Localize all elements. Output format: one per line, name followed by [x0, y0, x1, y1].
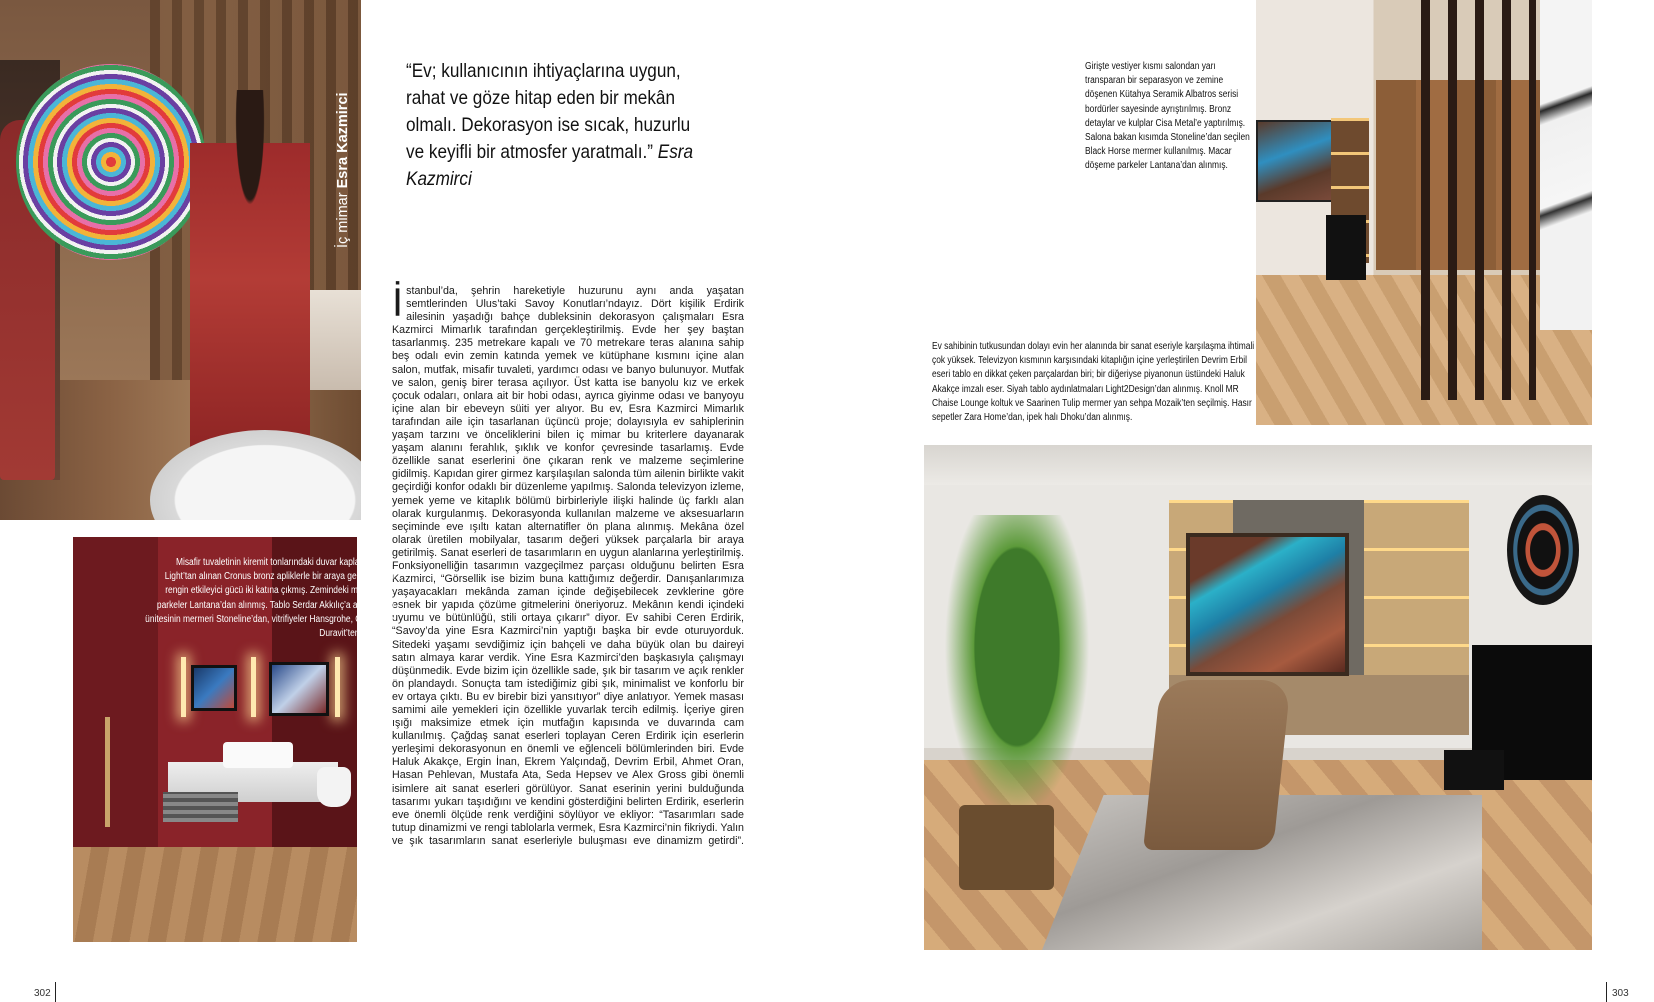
drop-cap: İ	[392, 281, 404, 325]
entrance-photo	[1256, 0, 1592, 425]
entrance-caption: Girişte vestiyer kısmı salondan yarı transparan bir separasyon ve zemine döşenen Kütahya Seramik Albatros serisi bordürler sayesinde ayrıştırılmış. Bronz detaylar ve kulplar Cisa Metal’e yaptırılmış. Salona bakan kısımda Stoneline’dan seçilen Black Horse mermer kullanılmış. Macar döşeme parkeler Lantana’dan alınmış.	[1085, 61, 1250, 172]
chaise-lounge	[1143, 680, 1291, 850]
page-number-right: 303	[1612, 988, 1629, 999]
credit-role: İç mimar	[335, 192, 351, 248]
living-room-painting	[1186, 533, 1349, 676]
pull-quote-author: Esra Kazmirci	[406, 141, 694, 190]
article-body	[392, 281, 744, 848]
pull-quote-text: “Ev; kullanıcının ihtiyaçlarına uygun, rahat ve göze hitap eden bir mekân olmalı. Dekorasyon ise sıcak, huzurlu ve keyifli bir atmosfer yaratmalı.”	[406, 60, 691, 163]
circular-artwork	[16, 64, 206, 260]
portrait-credit	[332, 68, 354, 248]
credit-name: Esra Kazmirci	[335, 92, 351, 189]
page-rule-right	[1606, 982, 1607, 1002]
page-rule-left	[55, 982, 56, 1002]
page-number-left: 302	[34, 988, 51, 999]
living-room-caption: Ev sahibinin tutkusundan dolayı evin her alanında bir sanat eseriyle karşılaşma ihtimali çok yüksek. Televizyon kısmının karşısındaki kitaplığın içine yerleştirilen Devrim Erbil eseri tablo en dikkat çeken parçalardan biri; bir diğeriyse piyanonun üstündeki Haluk Akakçe imzalı eser. Siyah tablo aydınlatmaları Light2Design’dan alınmış. Knoll MR Chaise Lounge koltuk ve Saarinen Tulip mermer yan sehpa Mozaik’ten seçilmiş. Hasır sepetler Zara Home’dan, ipek halı Dhoku’dan alınmış.	[932, 341, 1255, 424]
portrait-photo	[0, 0, 361, 520]
living-room-photo	[924, 445, 1592, 950]
article-body-text: stanbul’da, şehrin hareketiyle huzurunu aynı anda yaşatan semtlerinden Ulus’taki Savoy Konutları’ndayız. Dört kişilik Erdirik ailesinin yaşadığı bahçe dubleksinin dekorasyon çalışmaları Esra Kazmirci Mimarlık tarafından gerçekleştirilmiş. Evde her şey baştan tasarlanmış. 235 metrekare kapalı ve 70 metrekare teras alanına sahip beş odalı evin zemin katında yemek ve kütüphane kısmını içine alan salon, mutfak, misafir tuvaleti, yardımcı odası ve banyo bulunuyor. Mutfak ve salon, geniş birer terasa açılıyor. Üst katta ise banyolu kız ve erkek çocuk odaları, onlara ait bir hobi odası, ayrıca giyinme odası ve banyoyu içine alan bir ebeveyn süiti yer alıyor. Bu ev, Esra Kazmirci Mimarlık tarafından aile için tasarlanan üçüncü proje; dolayısıyla ev sahiplerinin yaşam tarzını ve önceliklerini bilen iç mimar bu kriterlere dayanarak yaşam alanını ferahlık, şıklık ve konfor çevresinde tasarlamış. Evde özellikle sanat eserlerini öne çıkaran renk ve malzeme seçimlerine gidilmiş. Kapıdan girer girmez karşılaşılan salonda tüm ailenin birlikte vakit geçirdiği konfor odaklı bir düzenleme yapılmış. Salonda televizyon izleme, yemek yeme ve kitaplık bölümü birbirleriyle ilişki halinde üç farklı alan olarak kurgulanmış. Dekorasyonda kullanılan malzeme ve aksesuarların seçiminde eve ışıltı katan alternatifler ön plana alınmış. Mekâna özel olarak üretilen mobilyalar, tasarım değeri yüksek parçalarla bir araya getirilmiş. Sanat eserleri de tasarımların en uygun alanlarına yerleştirilmiş. Fonksiyonelliğin tasarımın vazgeçilmez parçası olduğunu belirten Esra Kazmirci, “Görsellik ise bizim buna kattığımız değerdir. Danışanlarımıza yaşayacakları mekânda zaman içinde değişebilecek zevklerine göre esnek bir yapıda çözüme gitmelerini öneriyoruz. Mekânın kendi içindeki uyumu ve bütünlüğü, stili ortaya çıkarır” diyor. Ev sahibi Ceren Erdirik, “Savoy’da yine Esra Kazmirci’nin yaptığı başka bir evde oturuyorduk. Sitedeki yaşamı sevdiğimiz için bahçeli ve daha büyük olan bu daireyi satın almaya karar verdik. Yine Esra Kazmirci’den başkasıyla çalışmayı düşünmedik. Evde bizim için özellikle sade, şık bir tasarım ve açık renkler ön plandaydı. Sonuçta tam istediğimiz gibi şık, minimalist ve konforlu bir ev ortaya çıktı. Bu ev birebir bizi yansıtıyor” diye anlatıyor. Yemek masası samimi aile yemekleri için özellikle yuvarlak tercih edilmiş. İçeriye giren ışığı maksimize etmek için mutfağın kapısında ve duvarında cam kullanılmış. Çağdaş sanat eserleri toplayan Ceren Erdirik için eserlerin yerleşimi dekorasyonun en önemli ve eğlenceli bölümlerinden biri. Evde Haluk Akakçe, Ergin İnan, Ekrem Yalçındağ, Devrim Erbil, Ahmet Oran, Hasan Pehlevan, Mustafa Ata, Seda Hepsev ve Alex Gross gibi önemli isimlere ait sanat eserleri görülüyor. Sanat eserinin yerini bulduğunda tasarımı yukarı taşıdığını ve kendini gösterdiğini belirten Erdirik, eserlerin eve önemli ölçüde renk verdiğini söylüyor ve ekliyor: “Tasarımları sade tutup dinamizmi ve rengi tablolarla vermek, Esra Kazmirci’nin fikriydi. Yalın ve şık tasarımların sanat eserleriyle buluşması eve dinamizm getirdi”.	[392, 285, 744, 847]
bathroom-caption: Misafir tuvaletinin kiremit tonlarındaki duvar kaplamaları Dr Light’tan alınan Cronus bronz apliklerle bir araya gelince koyu rengin etkileyici gücü iki katına çıkmış. Zemindeki meşe plank parkeler Lantana’dan alınmış. Tablo Serdar Akkılıç’a ait. Lavabo ünitesinin mermeri Stoneline’dan, vitrifiyeler Hansgrohe, Geberit ve Duravit’ten seçilmiş.	[145, 557, 394, 640]
pull-quote	[406, 58, 696, 193]
